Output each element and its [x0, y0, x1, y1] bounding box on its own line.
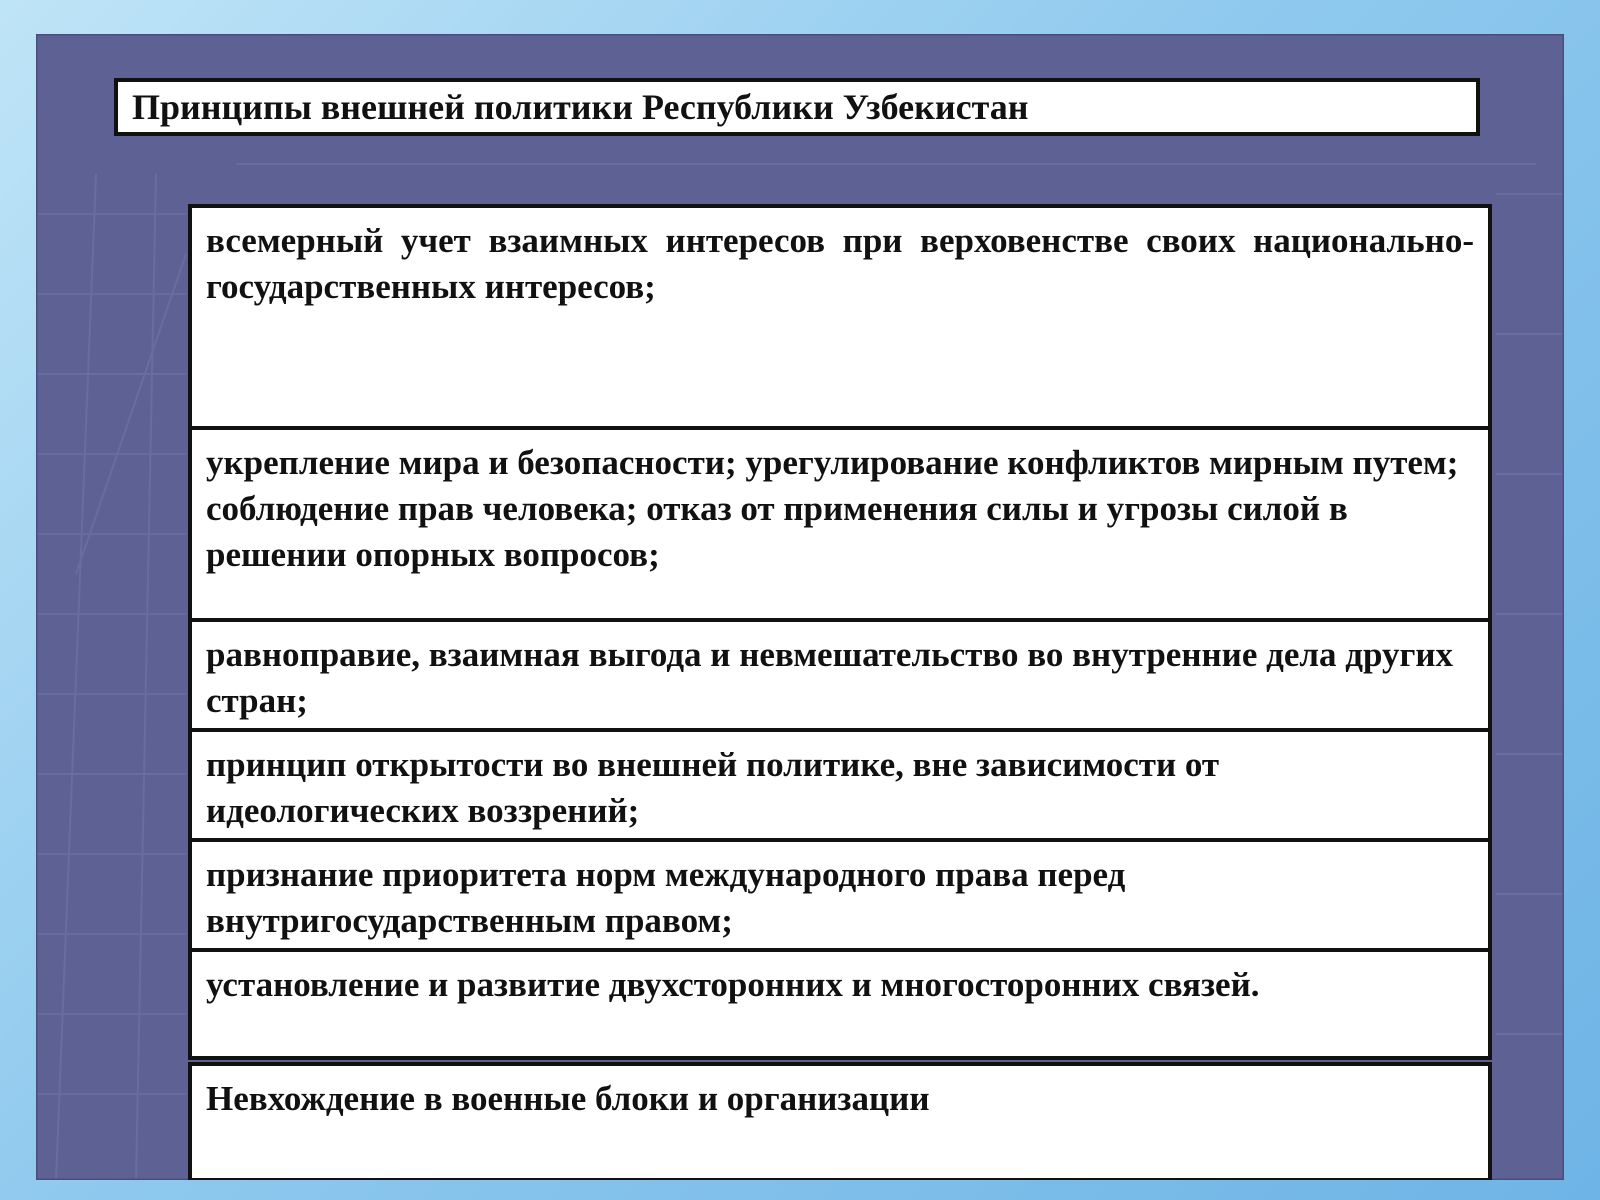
title-box [114, 78, 1480, 136]
principle-text-4: принцип открытости во внешней политике, вне зависимости от идеологических воззрений; [206, 745, 1220, 830]
principle-text-7: Невхождение в военные блоки и организации [206, 1079, 930, 1118]
principle-box-7 [188, 1062, 1492, 1180]
principle-text-6: установление и развитие двухсторонних и многосторонних связей. [206, 965, 1260, 1004]
principle-text-5: признание приоритета норм международного права перед внутригосударственным правом; [206, 855, 1126, 940]
principle-box-5 [188, 838, 1492, 952]
principle-box-3 [188, 618, 1492, 732]
principle-text-1: всемерный учет взаимных интересов при верховенстве своих национально-государственных интересов; [206, 221, 1474, 306]
principle-text-2: укрепление мира и безопасности; урегулирование конфликтов мирным путем; соблюдение прав человека; отказ от применения силы и угрозы силой в решении опорных вопросов; [206, 443, 1459, 574]
principle-box-1 [188, 204, 1492, 430]
slide-title: Принципы внешней политики Республики Узбекистан [132, 87, 1029, 127]
principle-box-6 [188, 948, 1492, 1060]
principle-box-2 [188, 426, 1492, 622]
principle-text-3: равноправие, взаимная выгода и невмешательство во внутренние дела других стран; [206, 635, 1454, 720]
principle-box-4 [188, 728, 1492, 842]
slide [36, 34, 1564, 1180]
